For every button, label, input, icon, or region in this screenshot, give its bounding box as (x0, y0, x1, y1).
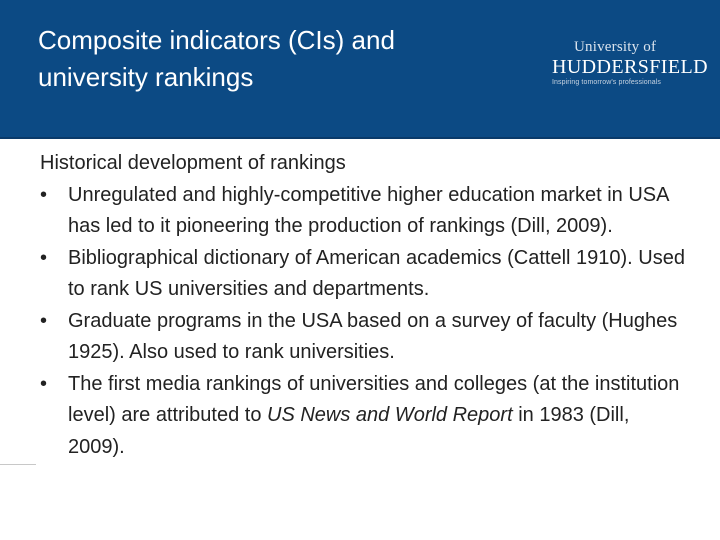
section-heading: Historical development of rankings (40, 152, 346, 174)
title-banner (0, 0, 720, 137)
decorative-side-line (0, 464, 36, 465)
slide-title (38, 22, 518, 96)
bullet-text: Bibliographical dictionary of American academics (Cattell 1910). Used to rank US universities and departments. (68, 246, 685, 300)
bullet-item (40, 243, 690, 306)
slide-title-line-2: university rankings (38, 62, 254, 92)
slide-title-line-1: Composite indicators (CIs) and (38, 25, 395, 55)
logo-tagline: Inspiring tomorrow's professionals (552, 79, 662, 86)
bullet-dot-icon: • (40, 309, 48, 332)
bullet-text-start: The first media rankings of universities and colleges (at the institution level) are attributed to (68, 372, 680, 426)
bullet-item (40, 180, 690, 243)
bullet-dot-icon: • (40, 246, 48, 269)
publication-name: US News and World Report (267, 404, 513, 426)
bullet-text (68, 373, 679, 458)
logo-huddersfield: HUDDERSFIELD (552, 56, 708, 78)
bullet-item (40, 369, 690, 464)
university-logo (552, 39, 708, 88)
banner-divider (0, 137, 720, 139)
bullet-text: Unregulated and highly-competitive higher education market in USA has led to it pioneering the production of rankings (Dill, 2009). (68, 183, 669, 237)
bullet-dot-icon: • (40, 183, 48, 206)
bullet-list (40, 180, 690, 464)
bullet-item (40, 306, 690, 369)
bullet-text-end: in 1983 (Dill, 2009). (68, 404, 630, 458)
logo-university-of: University of (574, 39, 657, 55)
bullet-text: Graduate programs in the USA based on a survey of faculty (Hughes 1925). Also used to rank universities. (68, 309, 678, 363)
bullet-dot-icon: • (40, 372, 48, 395)
slide-body (40, 148, 690, 463)
